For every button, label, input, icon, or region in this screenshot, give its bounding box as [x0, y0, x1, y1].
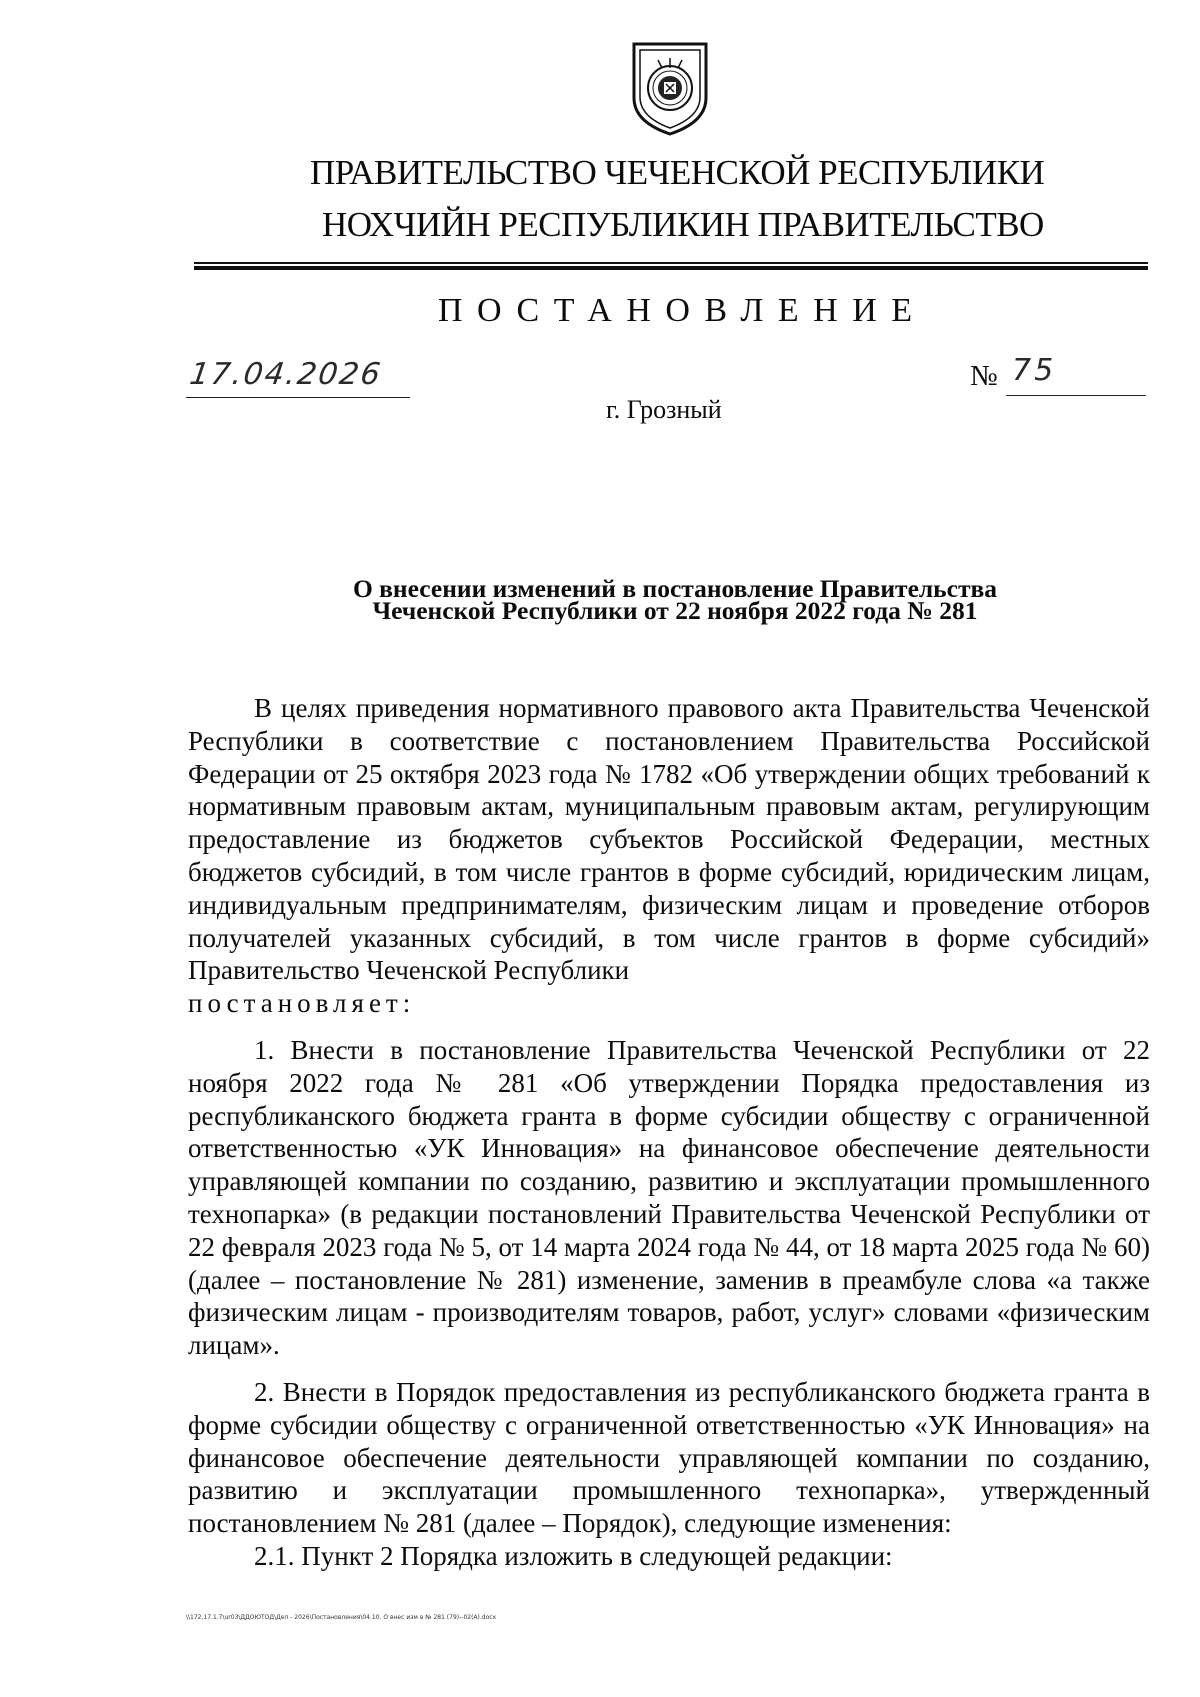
- government-title-ce: НОХЧИЙН РЕСПУБЛИКИН ПРАВИТЕЛЬСТВО: [322, 205, 1044, 244]
- document-subject-line1: О внесении изменений в постановление Правительства: [352, 574, 998, 603]
- document-subject-line2: Чеченской Республики от 22 ноября 2022 года № 281: [372, 596, 978, 625]
- government-title-ru: ПРАВИТЕЛЬСТВО ЧЕЧЕНСКОЙ РЕСПУБЛИКИ: [310, 153, 1045, 192]
- item-2-paragraph: 2. Внести в Порядок предоставления из республиканского бюджета гранта в форме субсидии обществу с ограниченной ответственностью «УК Инновация» на финансовое обеспечение деятельности управляющей компании по созданию, развитию и эксплуатации промышленного технопарка», утвержденный постановлением № 281 (далее – Порядок), следующие изменения:: [188, 1376, 1150, 1539]
- coat-of-arms-icon: [628, 40, 712, 136]
- document-number-field: [1006, 355, 1146, 396]
- header-divider-thick: [194, 266, 1148, 270]
- document-type: ПОСТАНОВЛЕНИЕ: [438, 292, 927, 329]
- preamble-text: В целях приведения нормативного правового акта Правительства Чеченской Республики в соответствие с постановлением Правительства Российской Федерации от 25 октября 2023 года № 1782 «Об утверждении общих требований к нормативным правовым актам, муниципальным правовым актам, регулирующим предоставление из бюджетов субъектов Российской Федерации, местных бюджетов субсидий, в том числе грантов в форме субсидий, юридическим лицам, индивидуальным предпринимателям, физическим лицам и проведение отборов получателей указанных субсидий, в том числе грантов в форме субсидий» Правительство Чеченской Республики: [188, 693, 1150, 986]
- preamble-paragraph: [188, 692, 1150, 1020]
- resolves-word: постановляет:: [188, 988, 416, 1019]
- number-label: №: [970, 360, 998, 392]
- item-2-1-paragraph: 2.1. Пункт 2 Порядка изложить в следующей редакции:: [254, 1540, 893, 1571]
- document-city: г. Грозный: [606, 395, 722, 424]
- document-date-field: [186, 357, 410, 398]
- footer-file-path: \\172.17.1.7\ur03\ДДОЮТОД\Дел - 2026\Постановления\04.10. О внес изм в № 281 (79)--02(А).docx: [186, 1614, 497, 1621]
- document-date: 17.04.2026: [187, 357, 385, 392]
- header-divider-thin: [194, 262, 1148, 264]
- item-1-paragraph: 1. Внести в постановление Правительства Чеченской Республики от 22 ноября 2022 года № 281 «Об утверждении Порядка предоставления из республиканского бюджета гранта в форме субсидии обществу с ограниченной ответственностью «УК Инновация» на финансовое обеспечение деятельности управляющей компании по созданию, развитию и эксплуатации промышленного технопарка» (в редакции постановлений Правительства Чеченской Республики от 22 февраля 2023 года № 5, от 14 марта 2024 года № 44, от 18 марта 2025 года № 60) (далее – постановление № 281) изменение, заменив в преамбуле слова «а также физическим лицам - производителям товаров, работ, услуг» словами «физическим лицам».: [188, 1034, 1150, 1361]
- document-number: 75: [1012, 353, 1057, 388]
- document-body: [188, 692, 1150, 1573]
